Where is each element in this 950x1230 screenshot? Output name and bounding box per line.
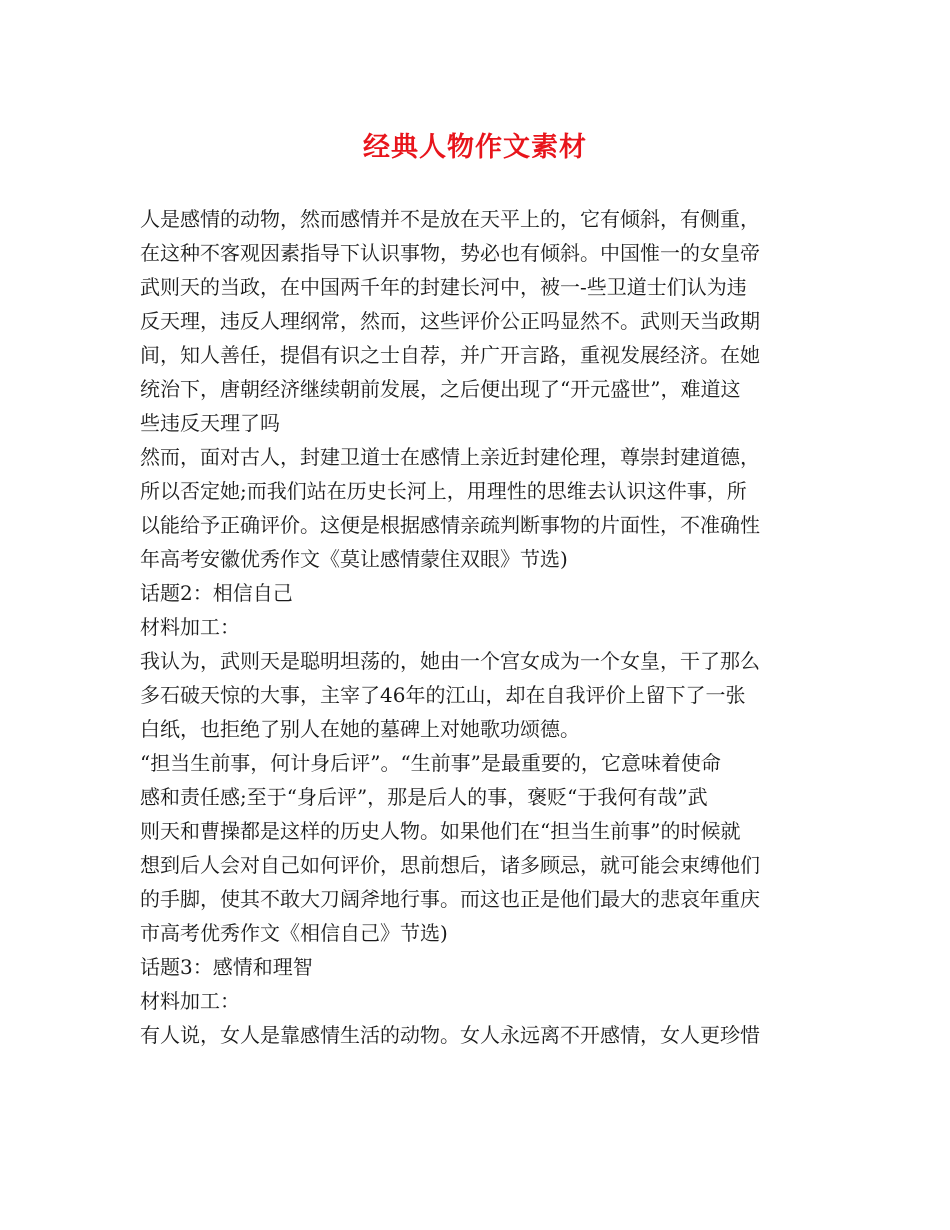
text-line: 些违反天理了吗 — [140, 411, 280, 435]
text-line: 想到后人会对自己如何评价，思前想后，诸多顾忌，就可能会束缚他们 — [140, 853, 760, 877]
document-title: 经典人物作文素材 — [363, 132, 587, 163]
text-line: 白纸，也拒绝了别人在她的墓碑上对她歌功颂德。 — [140, 717, 580, 741]
text-line: “担当生前事，何计身后评”。“生前事”是最重要的，它意味着使命 — [140, 751, 721, 775]
text-line: 材料加工： — [140, 615, 240, 639]
text-line: 在这种不客观因素指导下认识事物，势必也有倾斜。中国惟一的女皇帝 — [140, 241, 760, 265]
document-body — [140, 202, 820, 1052]
text-line: 则天和曹操都是这样的历史人物。如果他们在“担当生前事”的时候就 — [140, 819, 741, 843]
text-line: 材料加工： — [140, 989, 240, 1013]
text-line: 感和责任感;至于“身后评”，那是后人的事，褒贬“于我何有哉”武 — [140, 785, 708, 809]
text-line: 统治下，唐朝经济继续朝前发展，之后便出现了“开元盛世”，难道这 — [140, 377, 741, 401]
text-line: 以能给予正确评价。这便是根据感情亲疏判断事物的片面性，不准确性 — [140, 513, 760, 537]
text-line: 年高考安徽优秀作文《莫让感情蒙住双眼》节选) — [140, 547, 568, 571]
text-line: 话题3：感情和理智 — [140, 955, 313, 979]
text-line: 我认为，武则天是聪明坦荡的，她由一个宫女成为一个女皇，干了那么 — [140, 649, 760, 673]
text-line: 所以否定她;而我们站在历史长河上，用理性的思维去认识这件事，所 — [140, 479, 747, 503]
text-line: 话题2：相信自己 — [140, 581, 293, 605]
text-line: 武则天的当政，在中国两千年的封建长河中，被一-些卫道士们认为违 — [140, 275, 747, 299]
text-line: 人是感情的动物，然而感情并不是放在天平上的，它有倾斜，有侧重， — [140, 207, 760, 231]
text-line: 的手脚，使其不敢大刀阔斧地行事。而这也正是他们最大的悲哀年重庆 — [140, 887, 760, 911]
text-line: 间，知人善任，提倡有识之士自荐，并广开言路，重视发展经济。在她 — [140, 343, 760, 367]
text-line: 反天理，违反人理纲常，然而，这些评价公正吗显然不。武则天当政期 — [140, 309, 760, 333]
text-line: 市高考优秀作文《相信自己》节选) — [140, 921, 448, 945]
text-line: 然而，面对古人，封建卫道士在感情上亲近封建伦理，尊崇封建道德， — [140, 445, 760, 469]
text-line: 有人说，女人是靠感情生活的动物。女人永远离不开感情，女人更珍惜 — [140, 1023, 760, 1047]
text-line: 多石破天惊的大事，主宰了46年的江山，却在自我评价上留下了一张 — [140, 683, 746, 707]
